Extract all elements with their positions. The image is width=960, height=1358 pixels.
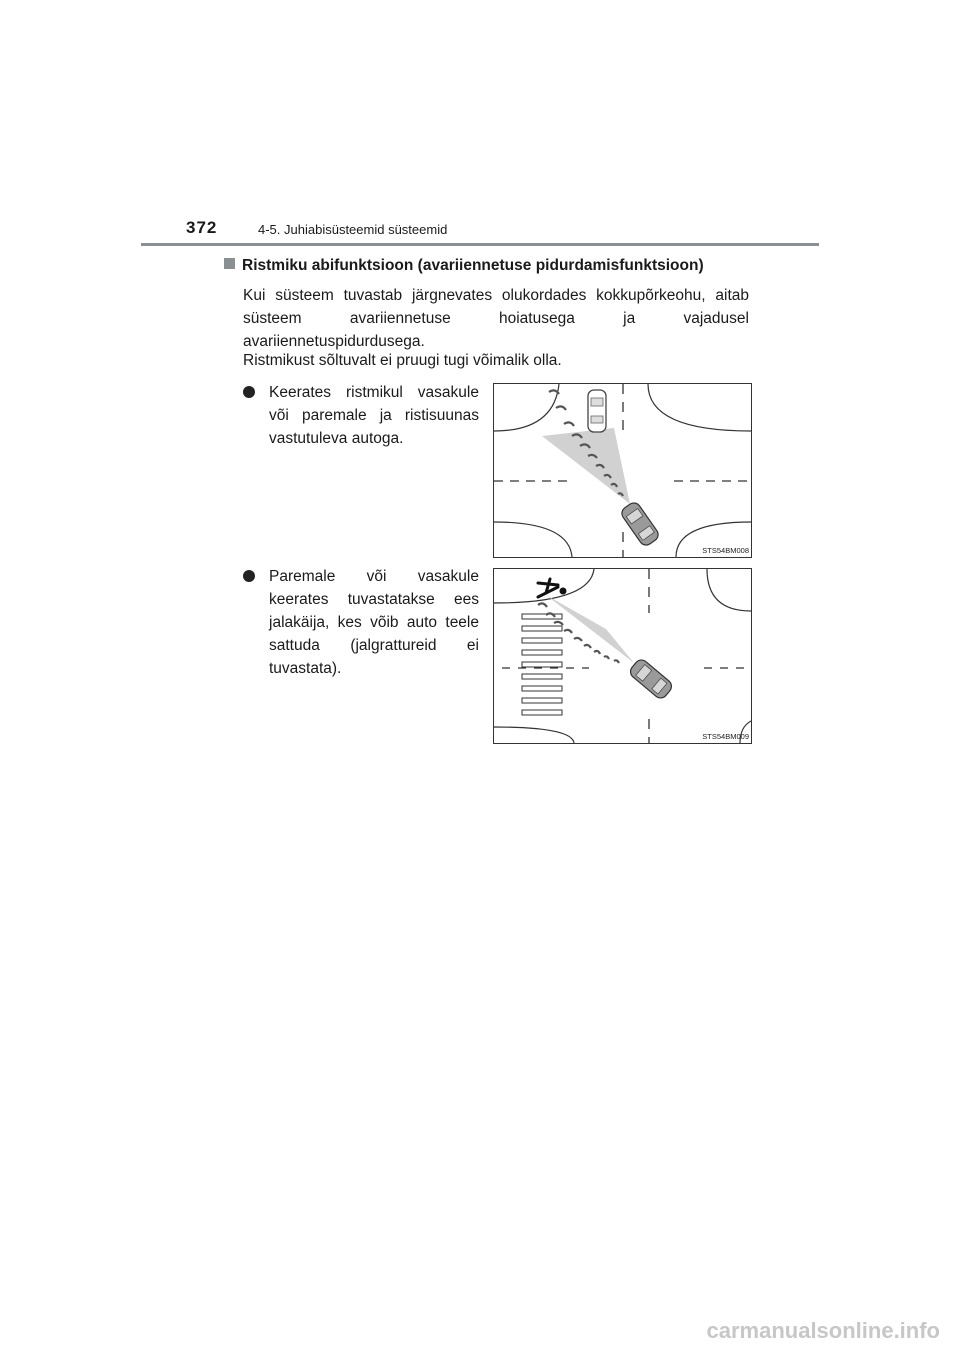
header-rule bbox=[141, 243, 819, 246]
bullet-text-1: Keerates ristmikul vasakule või paremale ja ristisuunas vastutuleva autoga. bbox=[269, 384, 479, 447]
square-bullet-icon bbox=[224, 258, 235, 269]
figure-oncoming-car bbox=[493, 383, 752, 558]
paragraph-1: Kui süsteem tuvastab järgnevates olukordades kokkupõrkeohu, aitab süsteem avariiennetuse hoiatusega ja vajadusel avariiennetuspidurdusega. bbox=[243, 287, 749, 350]
pedestrian-icon bbox=[538, 579, 567, 597]
own-car-icon bbox=[619, 500, 661, 548]
intersection-car-illustration bbox=[494, 384, 751, 557]
intersection-pedestrian-illustration bbox=[494, 569, 751, 743]
bullet-dot-icon bbox=[243, 570, 255, 582]
figure-id: STS54BM008 bbox=[702, 546, 749, 555]
figure-id: STS54BM009 bbox=[702, 732, 749, 741]
paragraph-2: Ristmikust sõltuvalt ei pruugi tugi võimalik olla. bbox=[243, 352, 562, 369]
bullet-dot-icon bbox=[243, 386, 255, 398]
bullet-text-2: Paremale või vasakule keerates tuvastatakse ees jalakäija, kes võib auto teele sattuda (jalgrattureid ei tuvastata). bbox=[269, 568, 479, 677]
page-number: 372 bbox=[186, 218, 218, 237]
own-car-icon bbox=[628, 657, 675, 701]
subsection-heading bbox=[224, 257, 704, 275]
watermark: carmanualsonline.info bbox=[706, 1318, 940, 1343]
figure-pedestrian bbox=[493, 568, 752, 744]
bullet-item-1 bbox=[243, 381, 479, 450]
section-title: 4-5. Juhiabisüsteemid süsteemid bbox=[258, 222, 448, 237]
heading-text: Ristmiku abifunktsioon (avariiennetuse pidurdamisfunktsioon) bbox=[242, 257, 704, 274]
bullet-item-2 bbox=[243, 565, 479, 680]
oncoming-car-icon bbox=[588, 390, 606, 432]
